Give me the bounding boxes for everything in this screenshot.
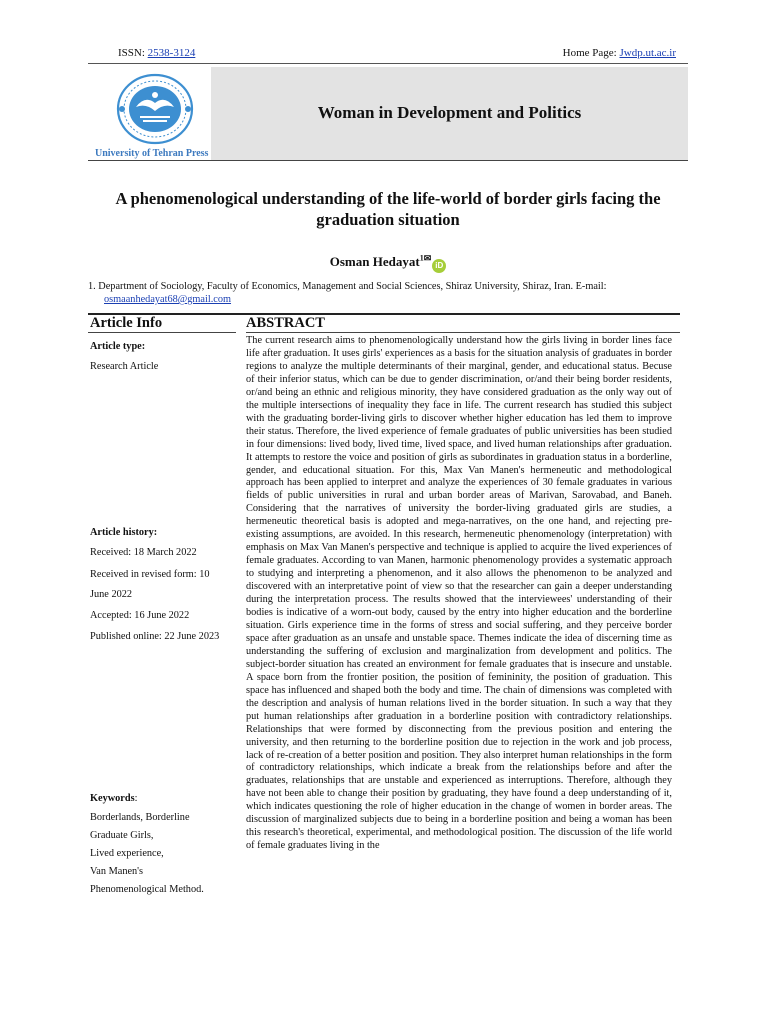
affiliation-text: 1. Department of Sociology, Faculty of Economics, Management and Social Sciences, Shiraz University, Shiraz, Iran. E-mail:	[88, 281, 607, 292]
home-page-label: Home Page:	[562, 47, 617, 59]
issn-link[interactable]: 2538-3124	[147, 47, 196, 59]
issn-line	[118, 47, 195, 59]
abstract-heading: ABSTRACT	[246, 315, 325, 331]
keyword-item: Lived experience,	[90, 848, 164, 859]
accepted-date: Accepted: 16 June 2022	[90, 610, 190, 621]
article-type-label: Article type:	[90, 341, 146, 352]
affiliation	[88, 280, 682, 306]
article-history-label: Article history:	[90, 527, 158, 538]
revised-date-line2: June 2022	[90, 589, 133, 600]
home-page-link[interactable]: Jwdp.ut.ac.ir	[619, 47, 676, 59]
info-top-rule	[88, 313, 680, 315]
published-date: Published online: 22 June 2023	[90, 631, 220, 642]
keyword-item: Phenomenological Method.	[90, 884, 204, 895]
received-date: Received: 18 March 2022	[90, 547, 197, 558]
keywords-colon: :	[134, 793, 138, 804]
revised-date-line1: Received in revised form: 10	[90, 569, 210, 580]
band-divider	[88, 160, 688, 161]
orcid-icon[interactable]: iD	[432, 259, 446, 273]
abstract-body: The current research aims to phenomenologically understand how the girls living in border lines face life after graduation. It uses girls' experiences as a basis for the situation analysis of graduates in border regions to analyze the multiple determinants of their marginal, gender, and educational status. Becuse of their inferior status, which can be due to gender discrimination, or/and their being border residents, or/and being an ethnic and religious minority, they have considered graduation as the only way out of the multiple intersections of inequality they face in life. The current research has studied this subject with the graduating border-living girls to discover whether higher education has led them to improve their status. Therefore, the lived experience of female graduates of public universities has been studied in four dimensions: lived body, lived time, lived space, and lived human relationships after graduation. It attempts to restore the voice and position of girls as subordinates in graduation status in a borderline, gender, and educational situation. For this, Max Van Manen's hermeneutic and methodological approach has been applied to interpret and analyze the experiences of 30 female graduates in various fields of public universities in rural and urban border areas of Marivan, Sarovabad, and Baneh. Considering that the narratives of university the border-living graduated girls are studies, a hermeneutic theoretical basis is adopted and mega-narratives, on the one hand, and rejecting pre-existing assumptions, are avoided. In this research, hermeneutic phenomenology (interpretation) with emphasis on Max Van Manen's perspective and technique is applied to acquire the lived experiences of female graduates. According to van Manen, harmonic phenomenology provides a systematic approach to studying and interpreting a phenomenon, and it also allows the phenomenon to be analyzed and discovered with an interpretative point of view so that the researcher can gain a deeper understanding during the interpretation process. The results showed that the interviewees' understanding of their bodies is indicative of a worn-out body, caused by the entry into higher education and the borderline situation. Girls experience time in the forms of stress and social suffering, and they perceive border space after graduation as an unsafe and unstable space. Themes indicate the idea of discerning time as understanding the suffering of exclusion and marginalization from development and politics. The subject-border situation has created an environment for female graduates that is insecure and unstable. A space born from the frontier position, the position of femininity, the position of graduation. This space has influenced and shaped both the body and time. The chain of dimensions was completed with the description and analysis of human relations lived in the border situation. In such a way that they put human relationships after graduation in a borderline position with contradictory relationships. Relationships that were formed by disconnecting from the previous position and entering the university, and then returning to the borderline position due to rejection in the work and job process, lack of re-creation of a better position and position. They also interpret human relationships in the form of contradictory relationships, which indicate a break from the relationships before and after the graduates, relationships that are unstable and experienced as interruptions. Therefore, although they have not been able to change their position by graduating, they have found a deep understanding of it, which indicates questioning the role of higher education in the change of women in border areas. The discussion of marginalized subjects due to being in a borderline position and being a woman has been this research's theoretical, experimental, and methodological position. The discussion of the life world of female graduates living in the	[246, 335, 672, 852]
author-email-link[interactable]: osmaanhedayat68@gmail.com	[104, 294, 232, 305]
home-page-line	[563, 47, 676, 59]
author-affiliation-number: 1	[419, 253, 424, 263]
header-divider	[88, 63, 688, 64]
author-line	[88, 253, 688, 273]
keywords-label: Keywords	[90, 793, 135, 804]
author-name: Osman Hedayat	[329, 254, 420, 269]
keyword-item: Borderlands, Borderline	[90, 812, 190, 823]
issn-label: ISSN:	[118, 47, 145, 59]
press-name: University of Tehran Press	[95, 148, 209, 159]
info-heading-rule	[88, 332, 236, 333]
keyword-item: Graduate Girls,	[90, 830, 154, 841]
abstract-heading-rule	[246, 332, 680, 333]
article-info-heading: Article Info	[90, 315, 163, 331]
paper-title: A phenomenological understanding of the life-world of border girls facing the graduation situation	[115, 189, 661, 229]
university-seal-icon	[112, 73, 198, 145]
journal-title: Woman in Development and Politics	[317, 103, 582, 122]
keywords-label-line	[90, 793, 138, 804]
mail-icon[interactable]: ✉	[423, 253, 432, 263]
keyword-item: Van Manen's	[90, 866, 144, 877]
article-type-value: Research Article	[90, 361, 159, 372]
